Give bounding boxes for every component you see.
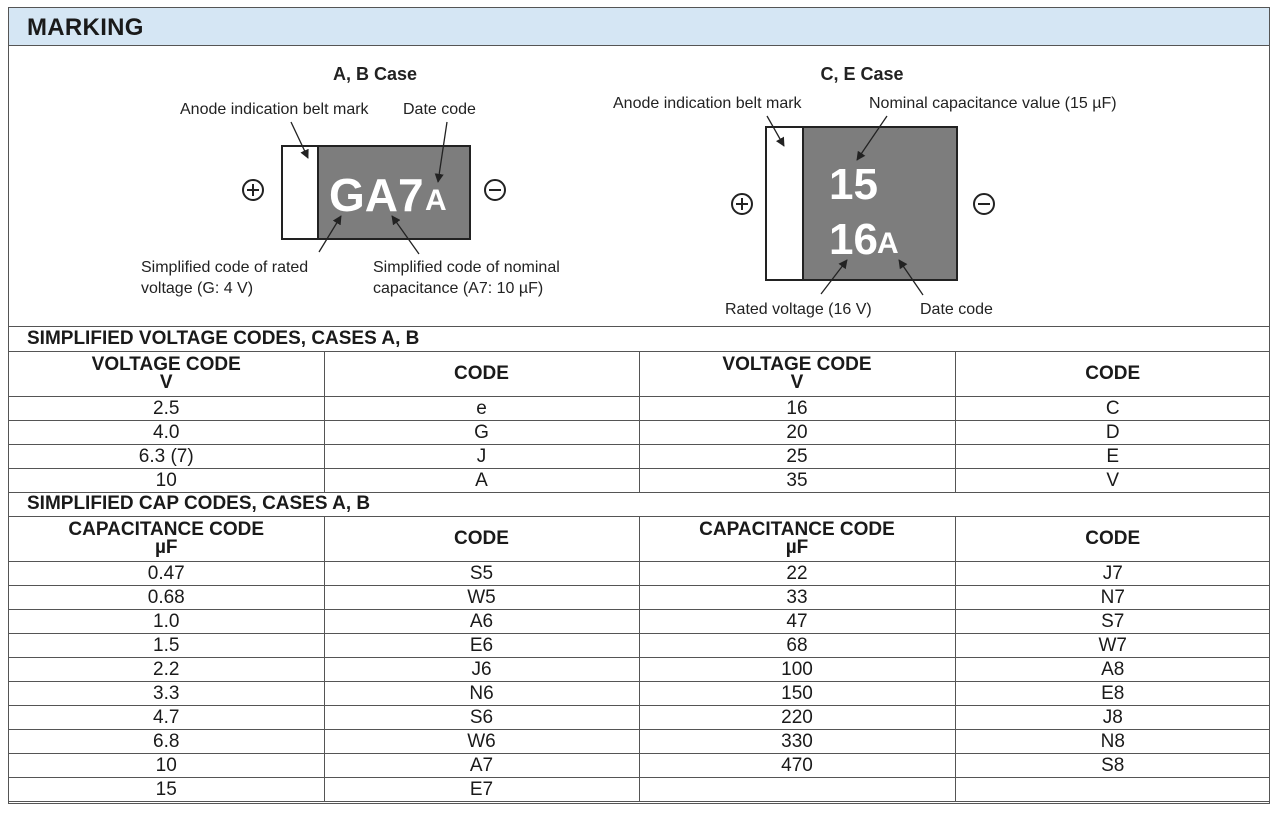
table-cell: 6.8 — [9, 730, 324, 754]
table-cell: 68 — [639, 634, 955, 658]
ab-anode-belt — [282, 146, 318, 239]
voltage-header-row — [9, 352, 1270, 397]
ab-date-label: Date code — [403, 101, 476, 118]
column-header — [639, 517, 955, 562]
table-row — [9, 730, 1270, 754]
table-cell: 35 — [639, 469, 955, 493]
column-header-unit: V — [159, 372, 173, 393]
column-header — [955, 352, 1270, 397]
ab-plus-icon — [243, 180, 263, 200]
table-cell: 10 — [9, 754, 324, 778]
page-title: MARKING — [27, 14, 144, 41]
table-cell: A6 — [324, 610, 639, 634]
marking-diagrams — [9, 46, 1269, 327]
table-cell: N6 — [324, 682, 639, 706]
table-cell: S6 — [324, 706, 639, 730]
voltage-table-body — [9, 397, 1270, 493]
column-header-unit: µF — [785, 537, 809, 558]
table-row — [9, 586, 1270, 610]
voltage-code-table — [9, 351, 1270, 493]
cap-section-title: SIMPLIFIED CAP CODES, CASES A, B — [27, 493, 371, 514]
table-cell: 20 — [639, 421, 955, 445]
column-header-label: CAPACITANCE CODE — [68, 519, 265, 540]
table-cell: N8 — [955, 730, 1270, 754]
table-row — [9, 682, 1270, 706]
table-row — [9, 469, 1270, 493]
ce-nominal-label: Nominal capacitance value (15 µF) — [869, 95, 1117, 112]
marking-panel — [8, 7, 1270, 804]
ab-anode-label: Anode indication belt mark — [180, 101, 369, 118]
column-header-label: CODE — [454, 363, 509, 384]
ce-case-title: C, E Case — [820, 64, 904, 84]
ab-case-title: A, B Case — [332, 64, 418, 84]
table-cell: D — [955, 421, 1270, 445]
ab-mark-suffix: A — [425, 184, 447, 217]
table-cell: S8 — [955, 754, 1270, 778]
table-cell: W5 — [324, 586, 639, 610]
ab-voltage-label-1: Simplified code of rated — [141, 259, 309, 276]
table-cell: C — [955, 397, 1270, 421]
table-cell — [639, 778, 955, 802]
table-row — [9, 397, 1270, 421]
column-header-label: VOLTAGE CODE — [722, 354, 872, 375]
header-bar — [9, 8, 1269, 46]
table-cell: J — [324, 445, 639, 469]
ce-case-diagram — [613, 64, 1117, 318]
table-row — [9, 706, 1270, 730]
ce-mark-line2: 16 — [829, 215, 878, 264]
table-cell: E8 — [955, 682, 1270, 706]
table-cell: e — [324, 397, 639, 421]
table-cell: 4.7 — [9, 706, 324, 730]
table-cell: 33 — [639, 586, 955, 610]
column-header-unit: µF — [154, 537, 178, 558]
ce-anode-label: Anode indication belt mark — [613, 95, 802, 112]
table-cell: S5 — [324, 562, 639, 586]
column-header-unit: V — [790, 372, 804, 393]
ce-mark-line1: 15 — [829, 160, 878, 209]
table-cell: E6 — [324, 634, 639, 658]
cap-table-body — [9, 562, 1270, 802]
table-cell: 330 — [639, 730, 955, 754]
column-header — [9, 517, 324, 562]
ce-anode-belt — [766, 127, 803, 280]
table-cell: A — [324, 469, 639, 493]
table-cell: J7 — [955, 562, 1270, 586]
table-cell: 6.3 (7) — [9, 445, 324, 469]
ab-cap-label-2: capacitance (A7: 10 µF) — [373, 280, 544, 297]
ab-case-diagram — [141, 64, 560, 297]
table-cell: 220 — [639, 706, 955, 730]
table-cell: W7 — [955, 634, 1270, 658]
table-row — [9, 421, 1270, 445]
ab-mark-main: GA7 — [329, 169, 424, 221]
table-row — [9, 634, 1270, 658]
column-header — [324, 517, 639, 562]
column-header-label: CODE — [1085, 528, 1141, 549]
table-cell: 2.5 — [9, 397, 324, 421]
table-row — [9, 658, 1270, 682]
ce-mark-suffix: A — [877, 227, 899, 260]
table-cell: 470 — [639, 754, 955, 778]
column-header-label: CAPACITANCE CODE — [699, 519, 895, 540]
table-cell: A7 — [324, 754, 639, 778]
table-row — [9, 445, 1270, 469]
table-cell: 4.0 — [9, 421, 324, 445]
table-cell: 22 — [639, 562, 955, 586]
table-cell: 10 — [9, 469, 324, 493]
table-cell: 0.68 — [9, 586, 324, 610]
column-header-label: VOLTAGE CODE — [91, 354, 241, 375]
ab-cap-label-1: Simplified code of nominal — [373, 259, 560, 276]
table-cell: S7 — [955, 610, 1270, 634]
ce-date-label: Date code — [920, 301, 993, 318]
table-cell: J8 — [955, 706, 1270, 730]
table-row — [9, 610, 1270, 634]
table-cell: 15 — [9, 778, 324, 802]
ab-voltage-label-2: voltage (G: 4 V) — [141, 280, 254, 297]
table-cell: 150 — [639, 682, 955, 706]
table-cell: A8 — [955, 658, 1270, 682]
table-cell: W6 — [324, 730, 639, 754]
ce-rated-label: Rated voltage (16 V) — [725, 301, 872, 318]
table-row — [9, 754, 1270, 778]
table-row — [9, 778, 1270, 802]
table-cell: 0.47 — [9, 562, 324, 586]
table-cell: N7 — [955, 586, 1270, 610]
cap-header-row — [9, 517, 1270, 562]
cap-code-table — [9, 516, 1270, 802]
table-cell: 25 — [639, 445, 955, 469]
table-cell: 1.5 — [9, 634, 324, 658]
marking-diagram-svg — [9, 46, 1269, 326]
ab-minus-icon — [485, 180, 505, 200]
column-header — [9, 352, 324, 397]
table-cell: J6 — [324, 658, 639, 682]
table-cell: G — [324, 421, 639, 445]
table-cell: 2.2 — [9, 658, 324, 682]
table-cell: E7 — [324, 778, 639, 802]
table-row — [9, 562, 1270, 586]
table-cell — [955, 778, 1270, 802]
ce-plus-icon — [732, 194, 752, 214]
table-cell: 1.0 — [9, 610, 324, 634]
table-cell: 100 — [639, 658, 955, 682]
table-cell: 16 — [639, 397, 955, 421]
column-header-label: CODE — [1085, 363, 1141, 384]
column-header — [324, 352, 639, 397]
column-header — [639, 352, 955, 397]
table-cell: 47 — [639, 610, 955, 634]
table-cell: 3.3 — [9, 682, 324, 706]
ce-minus-icon — [974, 194, 994, 214]
voltage-section-title: SIMPLIFIED VOLTAGE CODES, CASES A, B — [27, 328, 420, 349]
table-cell: V — [955, 469, 1270, 493]
column-header — [955, 517, 1270, 562]
column-header-label: CODE — [454, 528, 509, 549]
table-cell: E — [955, 445, 1270, 469]
